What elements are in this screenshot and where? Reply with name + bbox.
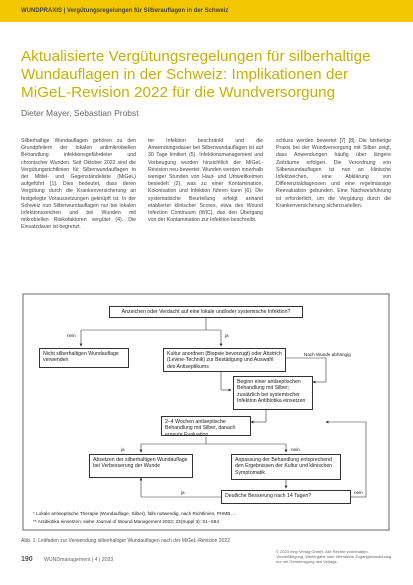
yes-label: ja	[225, 333, 229, 338]
figure-footnote-1: * Lokale antiseptische Therapie (Wundauflage, Silber), falls notwendig, nach Richtlinien, PHMB, ...	[33, 511, 237, 516]
improvement-question-box: Deutliche Besserung nach 14 Tagen?	[221, 490, 351, 504]
page-number: 190	[21, 556, 33, 563]
journal-footer: WUNDmanagement | 4 | 2023	[44, 557, 114, 563]
yes-label: ja	[181, 490, 185, 495]
no-label: nein	[67, 333, 76, 338]
copyright-notice: © 2023 mhp Verlag GmbH. Alle Rechte vorbehalten. Vervielfältigung, Weitergabe oder öffentliche Zugänglichmachung nur mit Genehmigung des Verlags.	[276, 549, 392, 564]
paragraph: ter Infektion beschränkt und die Anwendungsdauer bei Silberwundauflagen ist auf 30 Tage limitiert (5). Infektionsmanagement und Vorbeugung wurden hinsichtlich der MiGeL-Revision neu bewertet. Wunden werden innerhalb weniger Stunden von Haut- und Umweltkeimen besiedelt (2), was zu einer Kontamination, Kolonisation und Infektion führen kann (6). Die systematische Beurteilung erfolgt anhand etablierter klinischer Scores, etwa des Wound Infection Continuum (WIC), das den Übergang von der Kontamination zur Infektion beschreibt.	[148, 138, 263, 224]
yes-label: ja	[121, 447, 125, 452]
paragraph: schluss werden bewertet [7] [8]. Die bisherige Praxis bei der Wundversorgung mit Silber zeigt, dass Anwendungen häufig über längere Zeiträume erfolgen. Die Verordnung von Silberwundauflagen ist nun an klinische Infektzeichen, eine Abklärung von Differenzialdiagnosen und eine regelmässige Reevaluation gebunden. Eine Nachweisführung ist erforderlich, um die Vergütung durch die Krankenversicherung sicherzustellen.	[276, 138, 391, 209]
stop-silver-box: Absetzen der silberhaltigen Wundauflage bei Verbesserung der Wunde	[89, 454, 193, 478]
adjust-treatment-box: Anpassung der Behandlung entsprechend den Ergebnissen der Kultur und klinischen Symptomatik	[231, 454, 341, 480]
no-label: nein	[354, 490, 363, 495]
body-column-1	[21, 138, 136, 232]
dependent-label: Nach Wunde abhängig	[304, 352, 351, 357]
body-column-2	[148, 138, 263, 224]
flowchart-figure	[21, 292, 391, 532]
no-label: nein	[291, 447, 300, 452]
no-silver-box: Nicht silberhaltigen Wundauflage verwenden	[39, 348, 129, 368]
figure-footnote-2: ** Antibiotika einsetzen: siehe Journal of Wound Management 2022; 23(Suppl 3): S1–S84	[33, 519, 219, 524]
body-column-3	[276, 138, 391, 210]
culture-box: Kultur anordnen (Biopsie bevorzugt) oder Abstrich (Levine-Technik) zur Bestätigung und Auswahl des Antiseptikums	[163, 348, 286, 372]
article-title: Aktualisierte Vergütungsregelungen für silberhaltige Wundauflagen in der Schweiz: Implikationen der MiGeL-Revision 2022 für die Wundversorgung	[21, 48, 371, 101]
journal-header-bar	[0, 0, 413, 22]
article-authors: Dieter Mayer, Sebastian Probst	[21, 108, 139, 118]
question-infection-box: Anzeichen oder Verdacht auf eine lokale und/oder systemische Infektion?	[109, 306, 303, 318]
figure-caption: Abb. 1: Leitfaden zur Verwendung silberhaltiger Wundauflagen nach der MiGeL-Revision 2022	[21, 538, 230, 544]
section-rubrik: WUNDPRAXIS | Vergütungsregelungen für Silberauflagen in der Schweiz	[21, 8, 229, 14]
treatment-period-box: 2–4 Wochen antiseptische Behandlung mit Silber, danach erneute Evaluation	[161, 416, 251, 436]
paragraph: Silberhaltige Wundauflagen gehören zu den Grundpfeilern der lokalen antimikrobiellen Behandlung infektionsgefährdeter und chronischer Wunden. Seit Oktober 2022 sind die Vergütungsrichtlinien für Silberwundauflagen in der Mittel- und Gegenständeliste (MiGeL) aufgeführt [1]. Dies bedeutet, dass deren Vergütung durch die Krankenversicherung an festgelegte Voraussetzungen geknüpft ist. In der Schweiz nun Silberwundauflagen nur bei lokalen Infektionszeichen und bei Wunden mit mikrobiellen Risikofaktoren vergütet (4). Die Einsatzdauer ist begrenzt.	[21, 138, 136, 231]
start-treatment-box: Beginn einer antiseptischen Behandlung mit Silber; zusätzlich bei systemischer Infektion Antibiotika einsetzen	[233, 376, 313, 410]
